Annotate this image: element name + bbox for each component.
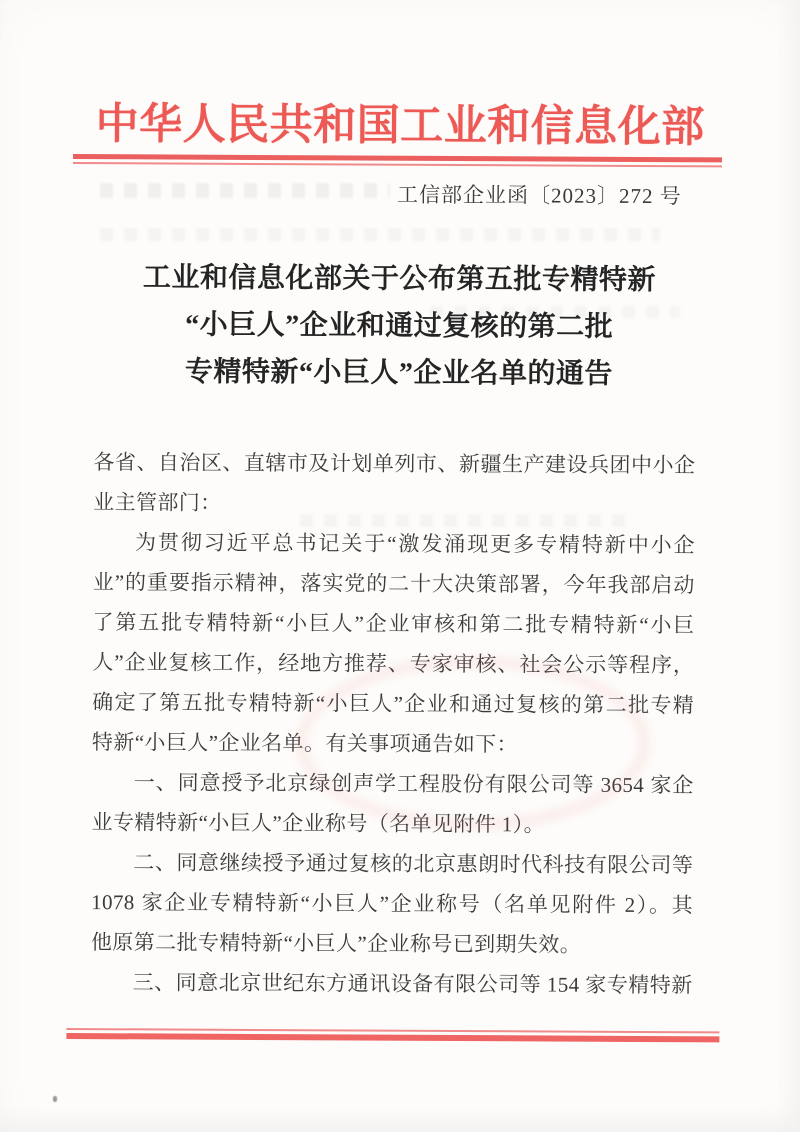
body-line-13: 他原第二批专精特新“小巨人”企业称号已到期失效。: [90, 930, 582, 957]
footer-rule: [66, 1028, 719, 1042]
footer-rule-thick: [66, 1033, 719, 1042]
notice-title-line-1: 工业和信息化部关于公布第五批专精特新: [142, 262, 656, 297]
body-line-2: 业主管部门：: [93, 490, 222, 515]
body-line-4: 业”的重要指示精神，落实党的二十大决策部署，今年我部启动: [92, 570, 695, 598]
body-line-9: 一、同意授予北京绿创声学工程股份有限公司等 3654 家企: [133, 770, 694, 798]
body-line-3: 为贯彻习近平总书记关于“激发涌现更多专精特新中小企: [134, 530, 696, 558]
letterhead-rule-thick: [73, 154, 722, 162]
letterhead-title: 中华人民共和国工业和信息化部: [95, 101, 705, 152]
body-line-10: 业专精特新“小巨人”企业称号（名单见附件 1）。: [91, 810, 546, 837]
body-line-1: 各省、自治区、直辖市及计划单列市、新疆生产建设兵团中小企: [93, 450, 696, 478]
scan-speck-artifact: [53, 1096, 57, 1102]
body-line-5: 了第五批专精特新“小巨人”企业审核和第二批专精特新“小巨: [92, 610, 695, 638]
body-line-12: 1078 家企业专精特新“小巨人”企业称号（名单见附件 2）。其: [91, 890, 694, 918]
letterhead-rule-thin: [73, 162, 722, 167]
letterhead-rule: [73, 154, 722, 167]
body-line-8: 特新“小巨人”企业名单。有关事项通告如下：: [91, 730, 519, 757]
body-line-14: 三、同意北京世纪东方通讯设备有限公司等 154 家专精特新: [132, 970, 693, 998]
body-line-11: 二、同意继续授予通过复核的北京惠朗时代科技有限公司等: [133, 850, 694, 878]
notice-title: [0, 254, 799, 399]
notice-body: [91, 442, 696, 1005]
notice-title-line-2: “小巨人”企业和通过复核的第二批: [185, 309, 614, 343]
document-number: 工信部企业函〔2023〕272 号: [397, 182, 682, 209]
notice-title-line-3: 专精特新“小巨人”企业名单的通告: [184, 356, 613, 390]
body-line-6: 人”企业复核工作，经地方推荐、专家审核、社会公示等程序，: [92, 650, 695, 678]
body-line-7: 确定了第五批专精特新“小巨人”企业和通过复核的第二批专精: [92, 690, 695, 718]
